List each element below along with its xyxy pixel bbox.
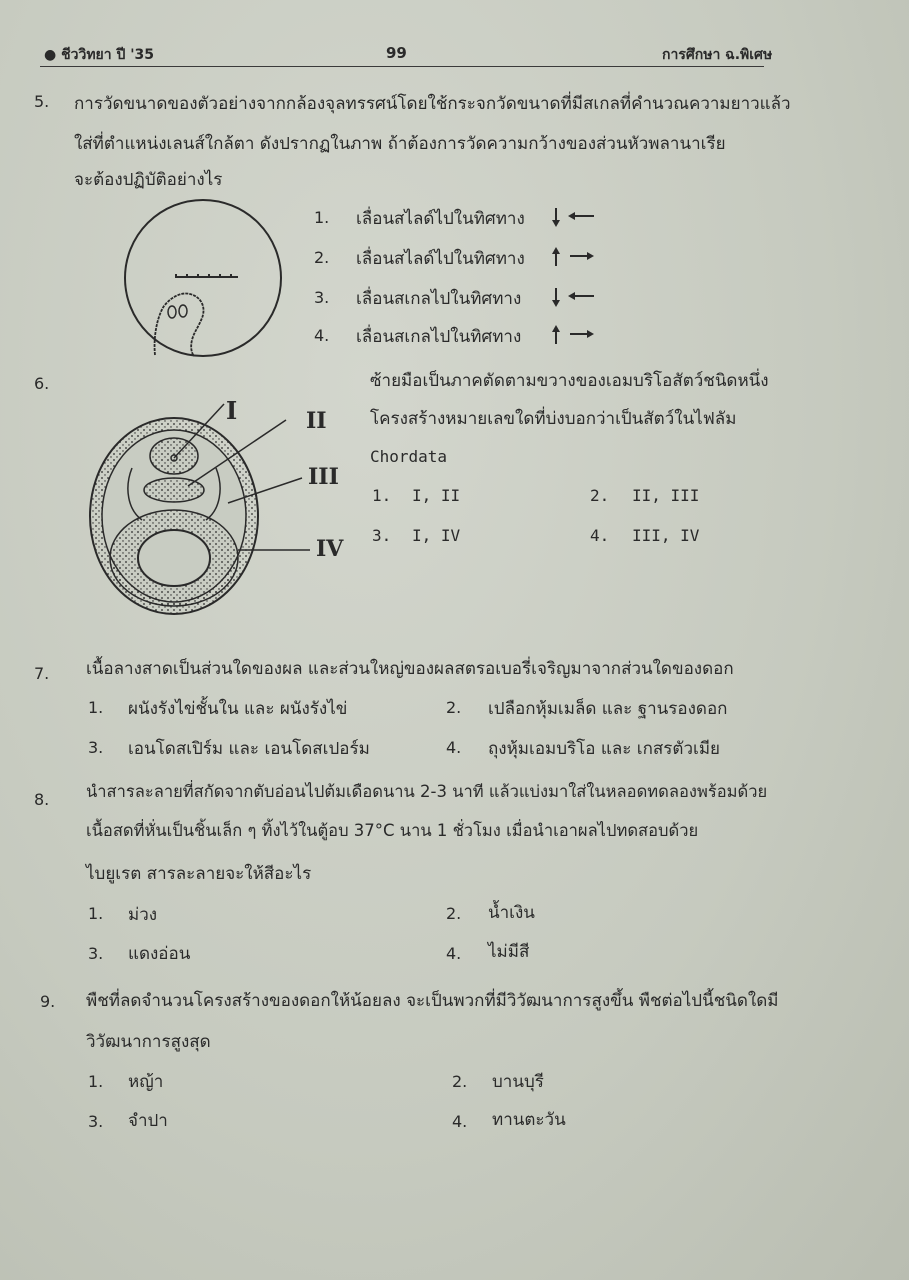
header-right: การศึกษา ฉ.พิเศษ [662,47,773,63]
q7-option-1-text: ผนังรังไข่ชั้นใน และ ผนังรังไข่ [128,699,348,719]
q7-option-4-number: 4. [446,738,462,757]
q9-option-2-number: 2. [452,1072,468,1091]
q8-option-1-text: ม่วง [128,905,158,925]
q6-option-3-number: 3. [372,526,392,545]
q8-option-2-number: 2. [446,904,462,923]
q6-option-1-text: I, II [412,486,461,505]
q7-option-3-text: เอนโดสเปิร์ม และ เอนโดสเปอร์ม [128,739,370,759]
arrow-up-right-icon [550,324,600,346]
q6-option-1-number: 1. [372,486,392,505]
q9-number: 9. [40,992,56,1011]
q9-option-2-text: บานบุรี [492,1072,544,1092]
q8-option-4-text: ไม่มีสี [488,942,530,962]
q6-option-3-text: I, IV [412,526,461,545]
q7-option-2-number: 2. [446,698,462,717]
q9-option-4-text: ทานตะวัน [492,1110,566,1130]
page-number: 99 [386,44,407,62]
q9-option-1-text: หญ้า [128,1072,164,1092]
q8-option-3-text: แดงอ่อน [128,944,191,964]
q7-option-4-text: ถุงหุ้มเอมบริโอ และ เกสรตัวเมีย [488,739,720,759]
arrow-down-left-icon [550,206,600,228]
q9-line-1: พืชที่ลดจำนวนโครงสร้างของดอกให้น้อยลง จะเป็นพวกที่มีวิวัฒนาการสูงขึ้น พืชต่อไปนี้ชนิดใดมี [86,991,779,1011]
figure-label-iii: III [308,464,339,490]
q8-option-1-number: 1. [88,904,104,923]
q9-option-3-number: 3. [88,1112,104,1131]
q6-option-2-number: 2. [590,486,610,505]
q5-option-1-number: 1. [314,208,330,227]
q7-number: 7. [34,664,50,683]
arrow-up-right-icon [550,246,600,268]
q6-line-2: โครงสร้างหมายเลขใดที่บ่งบอกว่าเป็นสัตว์ในไฟลัม [370,409,737,429]
q5-line-2: ใส่ที่ตำแหน่งเลนส์ใกล้ตา ดังปรากฏในภาพ ถ้าต้องการวัดความกว้างของส่วนหัวพลานาเรีย [74,134,726,154]
q9-line-2: วิวัฒนาการสูงสุด [86,1032,211,1052]
q5-option-2-number: 2. [314,248,330,267]
q5-number: 5. [34,92,50,111]
q7-option-2-text: เปลือกหุ้มเมล็ด และ ฐานรองดอก [488,699,728,719]
q5-option-4-number: 4. [314,326,330,345]
q6-line-3: Chordata [370,447,448,466]
q7-option-3-number: 3. [88,738,104,757]
q6-line-1: ซ้ายมือเป็นภาคตัดตามขวางของเอมบริโอสัตว์ชนิดหนึ่ง [370,371,769,391]
q6-option-4-number: 4. [590,526,610,545]
q6-number: 6. [34,374,50,393]
figure-label-ii: II [306,408,327,434]
q5-option-3-number: 3. [314,288,330,307]
q8-number: 8. [34,790,50,809]
q6-option-2-text: II, III [632,486,700,505]
q8-option-3-number: 3. [88,944,104,963]
q5-option-2-text: เลื่อนสไลด์ไปในทิศทาง [356,249,525,269]
q8-line-3: ไบยูเรต สารละลายจะให้สีอะไร [86,864,312,884]
q5-option-1-text: เลื่อนสไลด์ไปในทิศทาง [356,209,525,229]
q5-option-4-text: เลื่อนสเกลไปในทิศทาง [356,327,522,347]
q5-line-3: จะต้องปฏิบัติอย่างไร [74,170,223,190]
q9-option-1-number: 1. [88,1072,104,1091]
q7-option-1-number: 1. [88,698,104,717]
q7-line-1: เนื้อลางสาดเป็นส่วนใดของผล และส่วนใหญ่ของผลสตรอเบอรี่เจริญมาจากส่วนใดของดอก [86,659,734,679]
header-left: ● ชีววิทยา ปี '35 [44,47,155,63]
q5-option-3-text: เลื่อนสเกลไปในทิศทาง [356,289,522,309]
arrow-down-left-icon [550,286,600,308]
header-rule [40,66,764,67]
q9-option-4-number: 4. [452,1112,468,1131]
q8-option-2-text: น้ำเงิน [488,903,535,923]
figure-label-iv: IV [316,536,344,562]
q5-line-1: การวัดขนาดของตัวอย่างจากกล้องจุลทรรศน์โดยใช้กระจกวัดขนาดที่มีสเกลที่คำนวณความยาวแล้ว [74,94,791,114]
q8-line-2: เนื้อสดที่หั่นเป็นชิ้นเล็ก ๆ ทิ้งไว้ในตู้อบ 37°C นาน 1 ชั่วโมง เมื่อนำเอาผลไปทดสอบด้วย [86,821,699,840]
q6-option-4-text: III, IV [632,526,700,545]
figure-label-i: I [226,396,238,425]
microscope-field-figure [120,200,290,360]
q9-option-3-text: จำปา [128,1111,168,1131]
q8-option-4-number: 4. [446,944,462,963]
q8-line-1: นำสารละลายที่สกัดจากตับอ่อนไปต้มเดือดนาน 2-3 นาที แล้วแบ่งมาใส่ในหลอดทดลองพร้อมด้วย [86,782,768,801]
